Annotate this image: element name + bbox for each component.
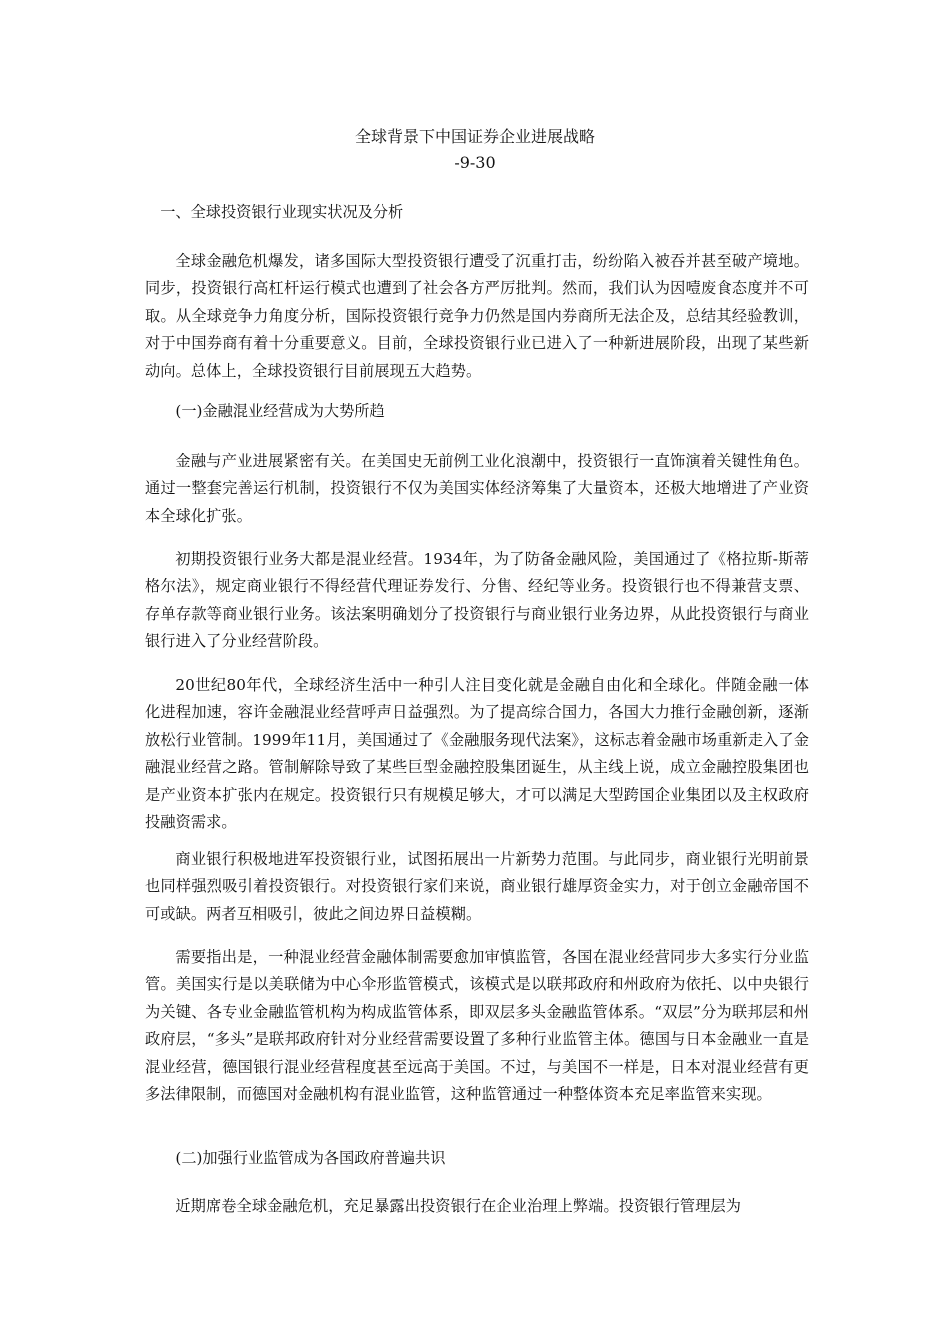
paragraph-3: 初期投资银行业务大都是混业经营。1934年，为了防备金融风险，美国通过了《格拉斯-斯蒂格尔法》，规定商业银行不得经营代理证券发行、分售、经纪等业务。投资银行也不得兼营支票、存单存款等商业银行业务。该法案明确划分了投资银行与商业银行业务边界，从此投资银行与商业银行进入了分业经营阶段。 [145,550,809,651]
paragraph-4: 20世纪80年代，全球经济生活中一种引人注目变化就是金融自由化和全球化。伴随金融一体化进程加速，容许金融混业经营呼声日益强烈。为了提高综合国力，各国大力推行金融创新，逐渐放松行业管制。1999年11月，美国通过了《金融服务现代法案》，这标志着金融市场重新走入了金融混业经营之路。管制解除导致了某些巨型金融控股集团诞生，从主线上说，成立金融控股集团也是产业资本扩张内在规定。投资银行只有规模足够大，才可以满足大型跨国企业集团以及主权政府投融资需求。 [145,676,809,832]
subsection-heading-1: (一)金融混业经营成为大势所趋 [175,402,385,420]
section-heading-1: 一、全球投资银行业现实状况及分析 [160,203,404,221]
document-date: -9-30 [454,153,496,172]
paragraph-7: 近期席卷全球金融危机，充足暴露出投资银行在企业治理上弊端。投资银行管理层为 [175,1197,742,1215]
paragraph-6: 需要指出是，一种混业经营金融体制需要愈加审慎监管，各国在混业经营同步大多实行分业监管。美国实行是以美联储为中心伞形监管模式，该模式是以联邦政府和州政府为依托、以中央银行为关键、各专业金融监管机构为构成监管体系，即双层多头金融监管体系。“双层”分为联邦层和州政府层，“多头”是联邦政府针对分业经营需要设置了多种行业监管主体。德国与日本金融业一直是混业经营，德国银行混业经营程度甚至远高于美国。不过，与美国不一样是，日本对混业经营有更多法律限制，而德国对金融机构有混业监管，这种监管通过一种整体资本充足率监管来实现。 [145,948,809,1104]
document-title: 全球背景下中国证券企业进展战略 [354,127,595,146]
paragraph-1: 全球金融危机爆发，诸多国际大型投资银行遭受了沉重打击，纷纷陷入被吞并甚至破产境地。同步，投资银行高杠杆运行模式也遭到了社会各方严厉批判。然而，我们认为因噎废食态度并不可取。从全球竞争力角度分析，国际投资银行竞争力仍然是国内券商所无法企及，总结其经验教训，对于中国券商有着十分重要意义。目前，全球投资银行业已进入了一种新进展阶段，出现了某些新动向。总体上，全球投资银行目前展现五大趋势。 [145,252,809,380]
paragraph-2: 金融与产业进展紧密有关。在美国史无前例工业化浪潮中，投资银行一直饰演着关键性角色。通过一整套完善运行机制，投资银行不仅为美国实体经济筹集了大量资本，还极大地增进了产业资本全球化扩张。 [145,452,809,525]
paragraph-5: 商业银行积极地进军投资银行业，试图拓展出一片新势力范围。与此同步，商业银行光明前景也同样强烈吸引着投资银行。对投资银行家们来说，商业银行雄厚资金实力，对于创立金融帝国不可或缺。两者互相吸引，彼此之间边界日益模糊。 [145,850,809,923]
subsection-heading-2: (二)加强行业监管成为各国政府普遍共识 [175,1149,446,1167]
